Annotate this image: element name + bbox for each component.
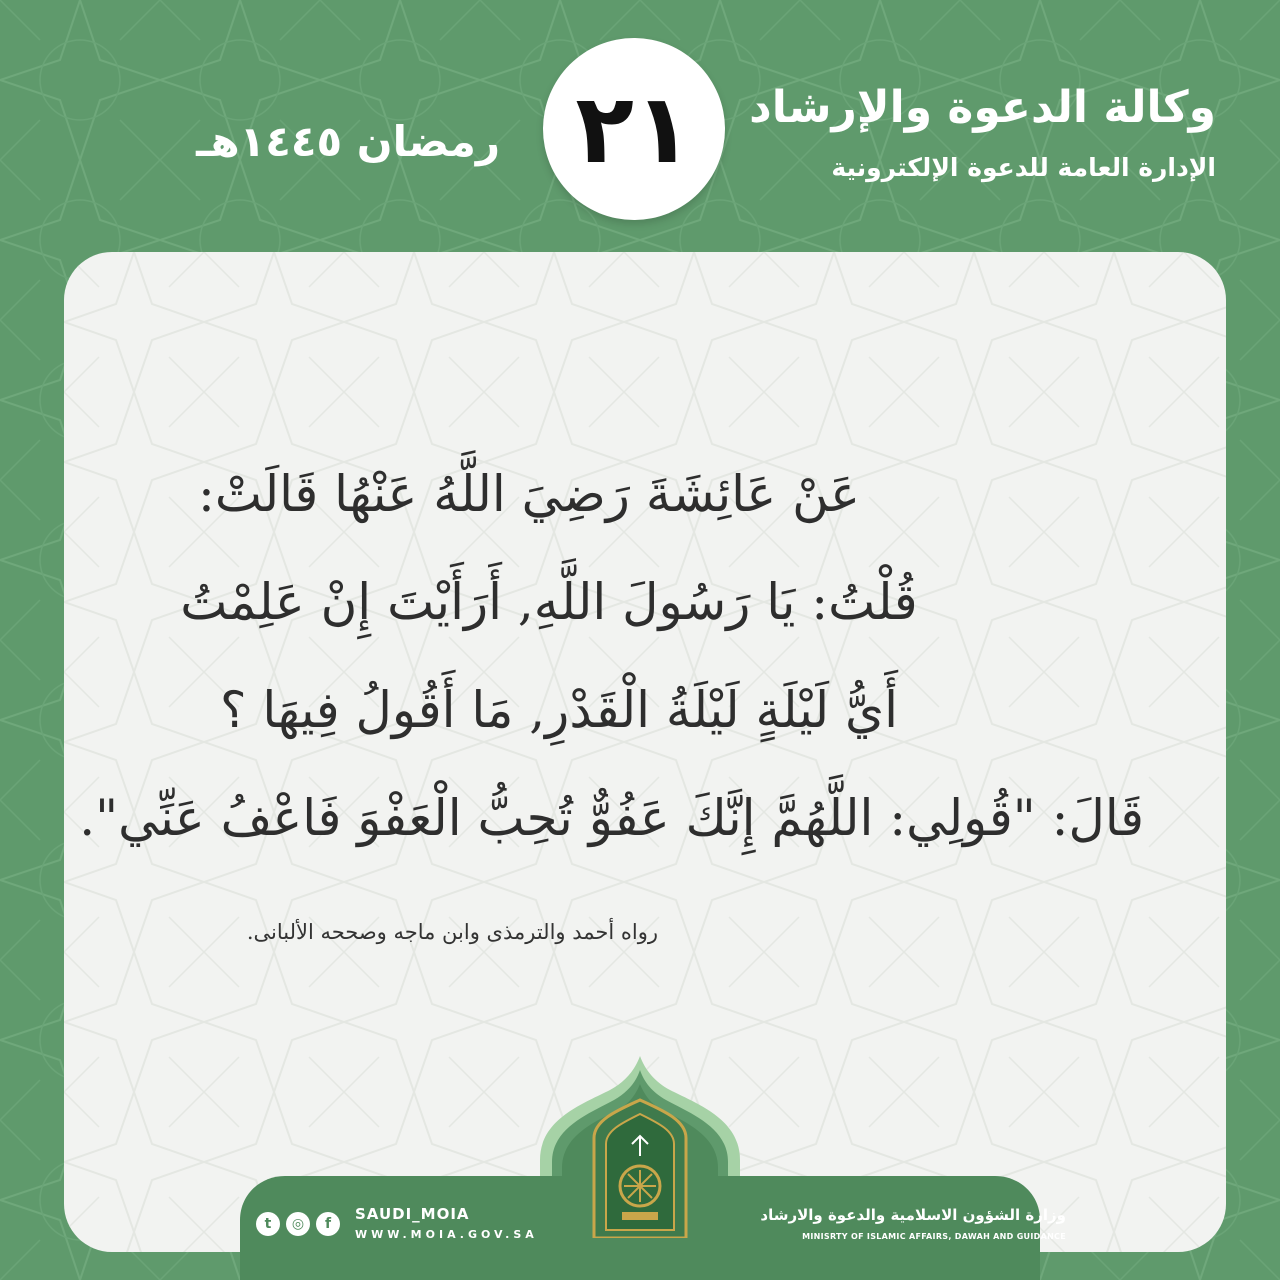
- facebook-icon[interactable]: f: [316, 1212, 340, 1236]
- social-icons: [256, 1212, 340, 1236]
- hadith-line: أَيُّ لَيْلَةٍ لَيْلَةُ الْقَدْرِ, مَا أَقُولُ فِيهَا ؟: [219, 681, 899, 739]
- date-label: رمضان ١٤٤٥هـ: [196, 117, 500, 166]
- twitter-icon[interactable]: t: [256, 1212, 280, 1236]
- ministry-name-block: [760, 1204, 1066, 1248]
- hadith-source: رواه أحمد والترمذى وابن ماجه وصححه الألبانى.: [246, 920, 658, 944]
- social-handle-block: [355, 1204, 538, 1246]
- website-link[interactable]: WWW.MOIA.GOV.SA: [355, 1228, 538, 1241]
- hadith-line: قَالَ: "قُولِي: اللَّهُمَّ إِنَّكَ عَفُوٌّ تُحِبُّ الْعَفْوَ فَاعْفُ عَنِّي".: [79, 789, 1144, 847]
- ministry-emblem-icon: [588, 1098, 692, 1238]
- day-number: ٢١: [575, 73, 693, 185]
- hadith-line: عَنْ عَائِشَةَ رَضِيَ اللَّهُ عَنْهُا قَالَتْ:: [197, 465, 861, 523]
- hadith-text: [79, 440, 1144, 872]
- day-number-badge: [543, 38, 725, 220]
- hadith-line: قُلْتُ: يَا رَسُولَ اللَّهِ, أَرَأَيْتَ إِنْ عَلِمْتُ: [180, 573, 918, 631]
- agency-header: [749, 78, 1216, 188]
- ministry-name-english: MINISRTY OF ISLAMIC AFFAIRS, DAWAH AND GUIDANCE: [802, 1232, 1066, 1241]
- instagram-icon[interactable]: ◎: [286, 1212, 310, 1236]
- social-handle[interactable]: SAUDI_MOIA: [355, 1205, 470, 1223]
- agency-subtitle: الإدارة العامة للدعوة الإلكترونية: [831, 153, 1216, 182]
- agency-title: وكالة الدعوة والإرشاد: [749, 82, 1216, 133]
- ministry-name-arabic: وزارة الشؤون الاسلامية والدعوة والارشاد: [760, 1206, 1066, 1224]
